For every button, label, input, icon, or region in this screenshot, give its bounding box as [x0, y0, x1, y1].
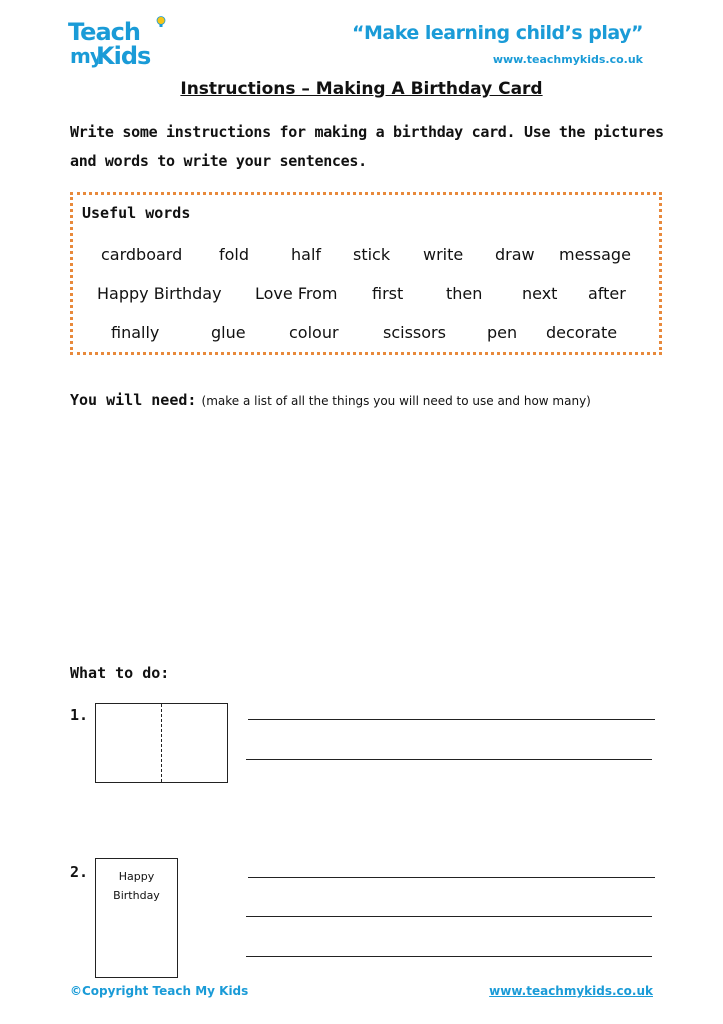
word-scissors: scissors [383, 323, 446, 342]
word-message: message [559, 245, 631, 264]
intro-line-2: and words to write your sentences. [70, 152, 367, 170]
word-glue: glue [211, 323, 246, 342]
step-2-writing-line-1[interactable] [248, 877, 655, 878]
word-fold: fold [219, 245, 250, 264]
word-write: write [423, 245, 464, 264]
teach-my-kids-logo [66, 20, 166, 72]
word-after: after [588, 284, 626, 303]
fold-line [161, 704, 162, 782]
logo-my-text: my [70, 44, 102, 68]
card-greeting-line-2: Birthday [113, 889, 160, 902]
word-cardboard: cardboard [101, 245, 183, 264]
logo-teach-text: Teach [68, 18, 140, 46]
word-colour: colour [289, 323, 339, 342]
footer-copyright: ©Copyright Teach My Kids [70, 984, 249, 998]
useful-words-box [70, 192, 662, 355]
step-1-number: 1. [70, 706, 89, 724]
word-love-from: Love From [255, 284, 338, 303]
you-will-need [70, 390, 591, 409]
word-half: half [291, 245, 322, 264]
footer-website-link[interactable]: www.teachmykids.co.uk [489, 984, 653, 998]
step-2-number: 2. [70, 863, 89, 881]
card-greeting-line-1: Happy [118, 870, 155, 883]
word-finally: finally [111, 323, 160, 342]
intro-text [70, 118, 670, 176]
step-2-writing-line-2[interactable] [246, 916, 652, 917]
step-1-writing-line-2[interactable] [246, 759, 652, 760]
word-first: first [372, 284, 404, 303]
intro-line-1: Write some instructions for making a birthday card. Use the pictures [70, 123, 664, 141]
you-will-need-label: You will need: [70, 391, 197, 409]
word-happy-birthday: Happy Birthday [97, 284, 222, 303]
you-will-need-hint: (make a list of all the things you will need to use and how many) [201, 394, 591, 408]
word-decorate: decorate [546, 323, 618, 342]
word-draw: draw [495, 245, 535, 264]
lightbulb-icon [156, 16, 166, 28]
word-stick: stick [353, 245, 391, 264]
page-title: Instructions – Making A Birthday Card [180, 79, 543, 99]
card-greeting [96, 867, 177, 905]
header-website: www.teachmykids.co.uk [492, 53, 643, 66]
step-2-card-picture [95, 858, 178, 978]
word-then: then [446, 284, 483, 303]
word-pen: pen [487, 323, 518, 342]
word-next: next [522, 284, 558, 303]
logo-kids-text: Kids [96, 42, 151, 70]
slogan: “Make learning child’s play” [352, 22, 643, 44]
step-1-folded-card-picture [95, 703, 228, 783]
step-2-writing-line-3[interactable] [246, 956, 652, 957]
useful-words-heading: Useful words [82, 204, 191, 222]
what-to-do-label: What to do: [70, 664, 170, 682]
step-1-writing-line-1[interactable] [248, 719, 655, 720]
